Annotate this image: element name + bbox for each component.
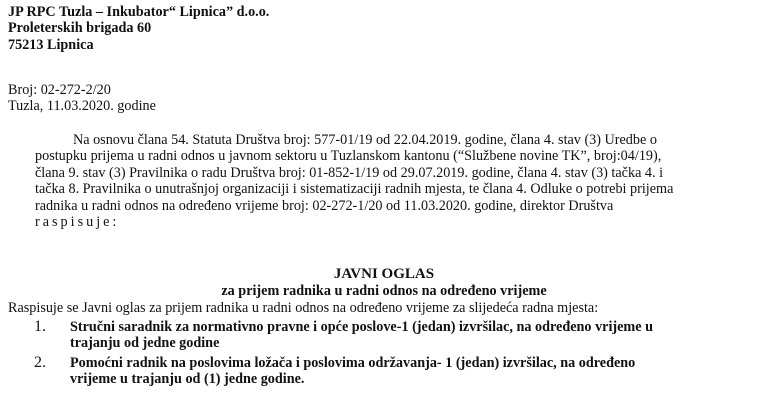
list-item-line: vrijeme u trajanju od (1) jedne godine. <box>70 371 305 388</box>
reference-place-date: Tuzla, 11.03.2020. godine <box>8 98 156 115</box>
company-city: 75213 Lipnica <box>8 36 94 53</box>
company-street: Proleterskih brigada 60 <box>8 20 152 37</box>
company-header <box>8 4 269 53</box>
paragraph-line: člana 9. stav (3) Pravilnika o radu Društva broj: 01-852-1/19 od 29.07.2019. godine, člana 4. stav (3) tačka 4. i <box>35 164 664 181</box>
company-name: JP RPC Tuzla – Inkubator“ Lipnica” d.o.o. <box>8 4 270 20</box>
reference-number: Broj: 02-272-2/20 <box>8 82 111 98</box>
legal-basis-paragraph <box>35 132 760 230</box>
list-item-number: 2. <box>34 353 46 371</box>
document-reference <box>8 82 156 115</box>
list-item-line: trajanju od jedne godine <box>70 335 220 352</box>
list-item <box>0 355 768 388</box>
list-item-number: 1. <box>34 318 46 335</box>
paragraph-line: Na osnovu člana 54. Statuta Društva broj: 577-01/19 od 22.04.2019. godine, člana 4. stav (3) Uredbe o <box>73 132 657 148</box>
list-item-line: Pomoćni radnik na poslovima ložača i poslovima održavanja- 1 (jedan) izvršilac, na određeno <box>70 354 636 371</box>
positions-list <box>0 319 768 391</box>
notice-title: JAVNI OGLAS <box>333 266 435 282</box>
list-item-text <box>70 319 754 352</box>
list-item-line: Stručni saradnik za normativno pravne i opće poslove-1 (jedan) izvršilac, na određeno vrijeme u <box>70 319 653 335</box>
paragraph-line: tačka 8. Pravilnika o unutrašnjoj organizaciji i sistematizaciji radnih mjesta, te člana 4. Odluke o potrebi prijema <box>35 181 674 198</box>
notice-intro: Raspisuje se Javni oglas za prijem radnika u radni odnos na određeno vrijeme za slijedeća radna mjesta: <box>8 300 599 316</box>
list-item-text <box>70 355 754 388</box>
paragraph-line: raspisuje: <box>35 214 120 231</box>
list-item <box>0 319 768 352</box>
notice-subtitle: za prijem radnika u radni odnos na određeno vrijeme <box>221 283 547 299</box>
paragraph-line: radnika u radni odnos na određeno vrijeme broj: 02-272-1/20 od 11.03.2020. godine, direktor Društva <box>35 197 614 214</box>
paragraph-line: postupku prijema u radni odnos u javnom sektoru u Tuzlanskom kantonu (“Službene novine TK”, broj:04/19), <box>35 148 662 165</box>
